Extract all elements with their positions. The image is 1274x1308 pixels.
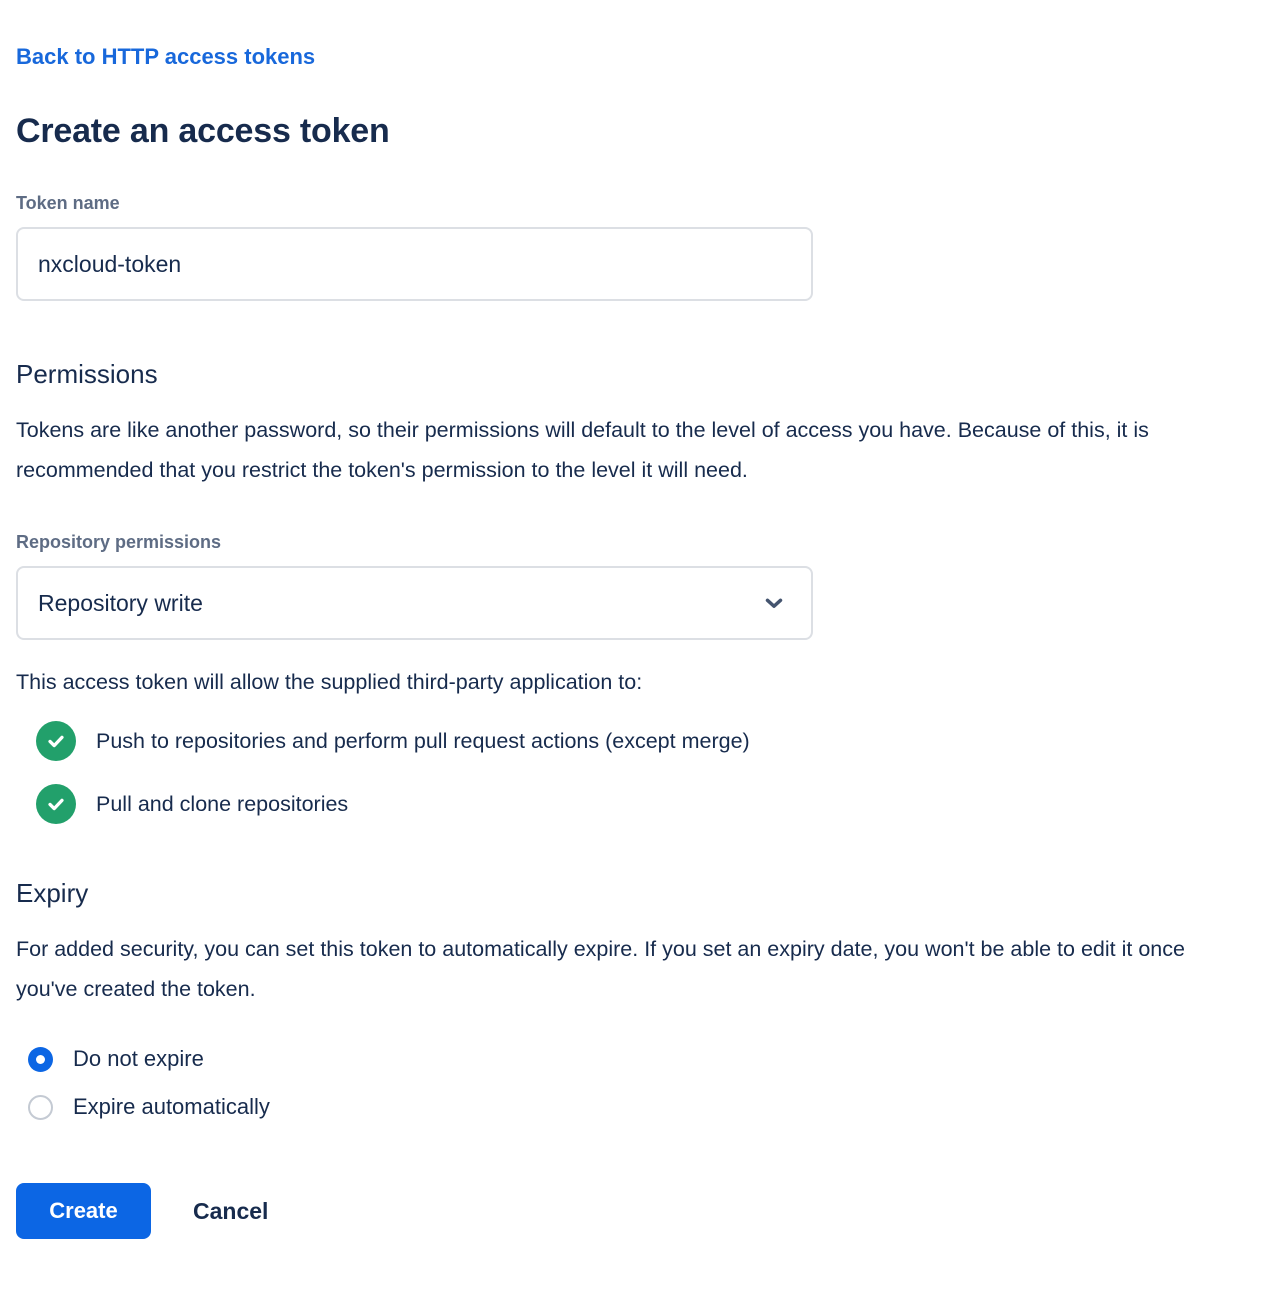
radio-option-do-not-expire[interactable]: [28, 1035, 1258, 1083]
check-circle-icon: [36, 784, 76, 824]
cancel-button[interactable]: Cancel: [193, 1197, 269, 1224]
expiry-heading: Expiry: [16, 878, 89, 908]
form-actions: [16, 1183, 1258, 1239]
capability-label: Pull and clone repositories: [96, 791, 349, 816]
token-name-input[interactable]: [16, 227, 813, 301]
radio-button[interactable]: [28, 1095, 53, 1120]
check-circle-icon: [36, 721, 76, 761]
capability-list: [36, 721, 1258, 824]
permissions-heading: Permissions: [16, 359, 158, 389]
permissions-description: Tokens are like another password, so their permissions will default to the level of access you have. Because of this, it is recommended that you restrict the token's permission to the level it will need.: [16, 418, 1149, 482]
capability-item: [36, 721, 1258, 761]
repository-permissions-label: Repository permissions: [16, 532, 222, 552]
radio-label: Do not expire: [73, 1046, 204, 1071]
repository-permissions-selected-value: Repository write: [38, 589, 203, 616]
capability-label: Push to repositories and perform pull request actions (except merge): [96, 728, 750, 753]
repository-permissions-select[interactable]: [16, 566, 813, 640]
expiry-description: For added security, you can set this token to automatically expire. If you set an expiry date, you won't be able to edit it once you've created the token.: [16, 937, 1185, 1001]
radio-button[interactable]: [28, 1047, 53, 1072]
radio-option-expire-automatically[interactable]: [28, 1083, 1258, 1131]
chevron-down-icon: [761, 590, 787, 616]
expiry-radio-group: [28, 1035, 1258, 1131]
back-to-http-access-tokens-link[interactable]: Back to HTTP access tokens: [16, 44, 316, 69]
page-title: Create an access token: [16, 112, 390, 150]
radio-label: Expire automatically: [73, 1094, 270, 1119]
token-name-label: Token name: [16, 193, 120, 213]
allow-intro-text: This access token will allow the supplied third-party application to:: [16, 670, 643, 694]
create-button[interactable]: Create: [16, 1183, 151, 1239]
capability-item: [36, 784, 1258, 824]
